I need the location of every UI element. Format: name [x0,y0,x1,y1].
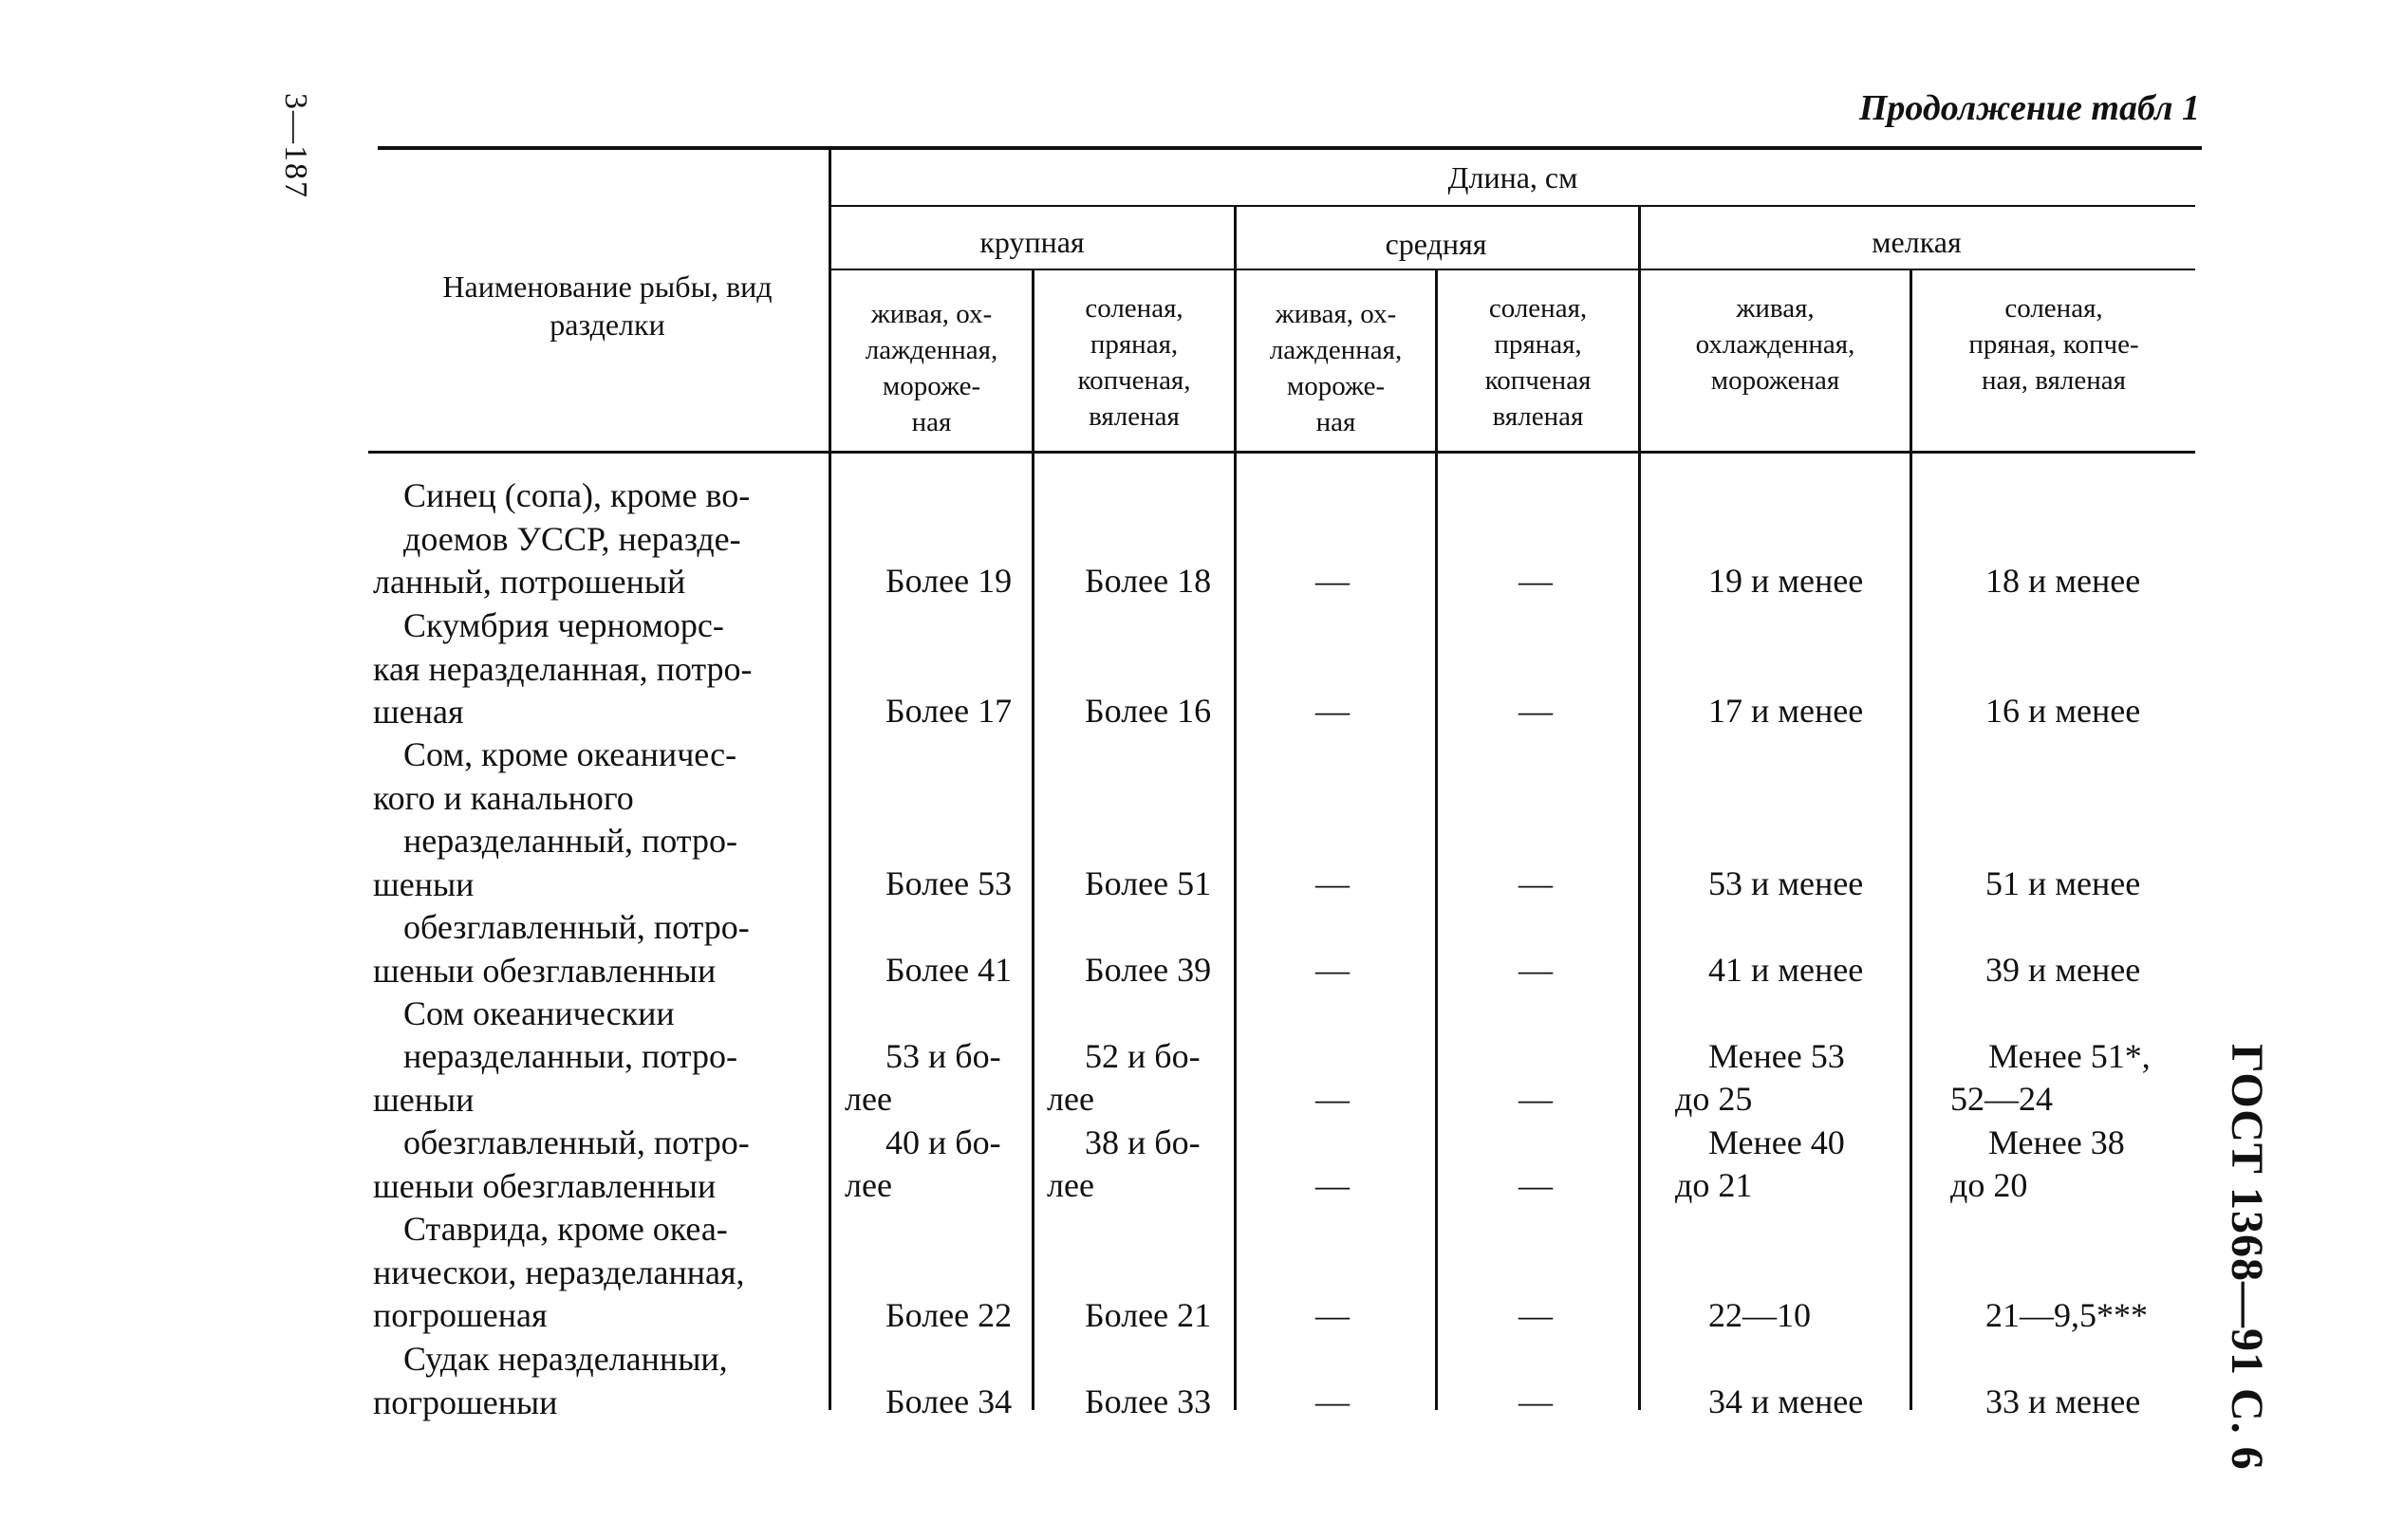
row-2-medium-salted: — [1519,692,1553,730]
row-5-name: обезглавленный, потро- шеныи обезглавленныи [373,908,750,990]
row-7-small-salted: Менее 51*, 52—24 [1950,1037,2151,1118]
row-10-small-salted: 33 и менее [1985,1382,2141,1420]
row-1-medium-fresh: — [1315,562,1350,600]
header-group-large: крупная [979,225,1085,259]
row-1-medium-salted: — [1519,562,1553,600]
row-8-name: обезглавленный, потро- шеныи обезглавленныи [373,1123,750,1205]
row-2-large-salted: Более 16 [1085,692,1212,730]
row-3-name: Сом, кроме океаничес- кого и канального [373,735,737,817]
header-group-small: мелкая [1872,225,1962,259]
row-10-small-fresh: 34 и менее [1708,1382,1864,1420]
header-group-medium: средняя [1385,227,1487,261]
table-top-rule [378,146,2202,150]
row-10-medium-fresh: — [1315,1382,1350,1420]
side-standard-ref: ГОСТ 1368—91 С. 6 [2222,1044,2272,1471]
header-subcol-2: соленая, пряная, копченая, вяленая [1077,293,1191,432]
header-subcol-5: живая, охлажденная, мороженая [1695,293,1855,396]
row-7-small-fresh: Менее 53 до 25 [1675,1037,1845,1118]
rule-under-length [830,205,2195,207]
col-rule-2 [1032,269,1034,1410]
row-2-medium-fresh: — [1315,692,1350,730]
row-2-small-salted: 16 и менее [1985,692,2141,730]
row-4-large-fresh: Более 53 [885,864,1013,902]
row-8-small-salted: Менее 38 до 20 [1950,1123,2125,1204]
row-2-small-fresh: 17 и менее [1708,692,1864,730]
row-1-small-fresh: 19 и менее [1708,562,1864,600]
row-2-large-fresh: Более 17 [885,692,1013,730]
row-4-small-salted: 51 и менее [1985,864,2141,902]
row-9-medium-salted: — [1519,1296,1553,1334]
row-1-name: Синец (сопа), кроме во- доемов УССР, нераздe- ланный, потрошеный [373,476,751,601]
row-7-medium-salted: — [1519,1080,1553,1118]
row-9-small-salted: 21—9,5*** [1985,1296,2148,1334]
row-4-medium-salted: — [1519,864,1553,902]
continuation-title: Продолжение табл 1 [1858,88,2200,128]
header-subcol-1: живая, ох- лажденная, мороже- ная [865,299,998,437]
header-name-col: Наименование рыбы, вид разделки [442,269,773,342]
row-5-large-salted: Более 39 [1085,951,1212,989]
header-subcol-3: живая, ох- лажденная, мороже- ная [1269,299,1403,437]
row-9-large-salted: Более 21 [1085,1296,1212,1334]
row-4-name: неразделанный, потро- шеныи [373,822,737,903]
row-5-medium-salted: — [1519,951,1553,989]
row-8-large-fresh: 40 и бо- лее [845,1123,1001,1204]
row-1-large-salted: Более 18 [1085,562,1212,600]
row-9-small-fresh: 22—10 [1708,1296,1811,1334]
row-6-name: Сом океаническии [403,994,675,1032]
row-1-large-fresh: Более 19 [885,562,1013,600]
row-8-small-fresh: Менее 40 до 21 [1675,1123,1845,1204]
row-10-name: Судак неразделанныи, погрошеныи [373,1340,728,1421]
row-9-large-fresh: Более 22 [885,1296,1013,1334]
row-8-medium-salted: — [1519,1166,1553,1204]
row-2-name: Скумбрия черноморс- кая неразделанная, потро- шеная [373,606,753,731]
row-10-large-salted: Более 33 [1085,1382,1212,1420]
header-subcol-6: соленая, пряная, копче- ная, вяленая [1968,293,2139,396]
row-7-large-fresh: 53 и бо- лее [845,1037,1001,1118]
header-bottom-rule [368,451,2195,454]
row-9-medium-fresh: — [1315,1296,1350,1334]
row-4-small-fresh: 53 и менее [1708,864,1864,902]
row-5-small-fresh: 41 и менее [1708,951,1864,989]
row-4-large-salted: Более 51 [1085,864,1212,902]
row-7-name: неразделанныи, потро- шеныи [373,1037,737,1119]
col-rule-4 [1435,269,1438,1410]
side-page-number: 3—187 [278,93,313,199]
header-subcol-4: соленая, пряная, копченая вяленая [1484,293,1592,432]
header-length: Длина, см [1447,160,1578,195]
row-10-large-fresh: Более 34 [885,1382,1013,1420]
row-10-medium-salted: — [1519,1382,1553,1420]
row-4-medium-fresh: — [1315,864,1350,902]
row-5-medium-fresh: — [1315,951,1350,989]
rule-under-groups [830,269,2195,270]
row-5-large-fresh: Более 41 [885,951,1013,989]
row-8-large-salted: 38 и бо- лее [1047,1123,1201,1204]
row-9-name: Ставрида, кроме океа- ническои, неразделанная, погрошеная [373,1210,745,1334]
row-7-large-salted: 52 и бо- лее [1047,1037,1201,1118]
row-5-small-salted: 39 и менее [1985,951,2141,989]
row-7-medium-fresh: — [1315,1080,1350,1118]
row-8-medium-fresh: — [1315,1166,1350,1204]
row-1-small-salted: 18 и менее [1985,562,2141,600]
col-rule-6 [1910,269,1912,1410]
